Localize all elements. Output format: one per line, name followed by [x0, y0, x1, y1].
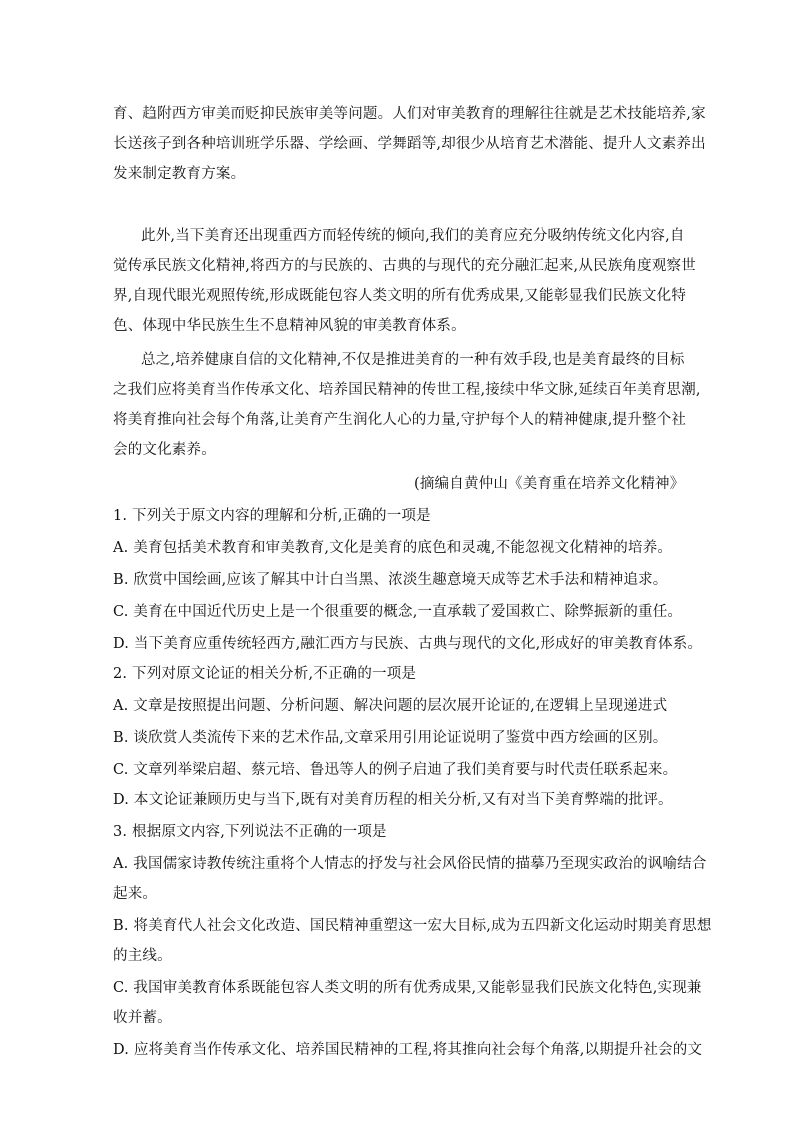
source-citation: (摘编自黄仲山《美育重在培养文化精神》	[414, 476, 685, 492]
paragraph-3-line-4: 会的文化素养。	[113, 442, 216, 458]
paragraph-3-line-1: 总之,培养健康自信的文化精神,不仅是推进美育的一种有效手段,也是美育最终的目标	[141, 352, 685, 368]
question-2-option-b: B. 谈欣赏人类流传下来的艺术作品,文章采用引用论证说明了鉴赏中西方绘画的区别。	[113, 730, 668, 746]
paragraph-2-line-2: 觉传承民族文化精神,将西方的与民族的、古典的与现代的充分融汇起来,从民族角度观察世	[113, 258, 696, 274]
paragraph-1-line-2: 长送孩子到各种培训班学乐器、学绘画、学舞蹈等,却很少从培育艺术潜能、提升人文素养出	[113, 136, 706, 152]
question-3-option-a-line-2: 起来。	[113, 886, 158, 902]
question-1-option-a: A. 美育包括美术教育和审美教育,文化是美育的底色和灵魂,不能忽视文化精神的培养。	[113, 540, 673, 556]
question-2-option-a: A. 文章是按照提出问题、分析问题、解决问题的层次展开论证的,在逻辑上呈现递进式	[113, 698, 668, 714]
question-1-option-c: C. 美育在中国近代历史上是一个很重要的概念,一直承载了爱国救亡、除弊振新的重任。	[113, 604, 683, 620]
paragraph-3-line-3: 将美育推向社会每个角落,让美育产生润化人心的力量,守护每个人的精神健康,提升整个社	[113, 412, 687, 428]
paragraph-3-line-2: 之我们应将美育当作传承文化、培养国民精神的传世工程,接续中华文脉,延续百年美育思潮,	[113, 382, 701, 398]
paragraph-1-line-3: 发来制定教育方案。	[113, 166, 246, 182]
paragraph-2-line-1: 此外,当下美育还出现重西方而轻传统的倾向,我们的美育应充分吸纳传统文化内容,自	[141, 228, 685, 244]
paragraph-1-line-1: 育、趋附西方审美而贬抑民族审美等问题。人们对审美教育的理解往往就是艺术技能培养,家	[113, 106, 706, 122]
question-3-option-b-line-2: 的主线。	[113, 948, 172, 964]
question-2-option-d: D. 本文论证兼顾历史与当下,既有对美育历程的相关分析,又有对当下美育弊端的批评。	[113, 792, 673, 808]
question-2-option-c: C. 文章列举梁启超、蔡元培、鲁迅等人的例子启迪了我们美育要与时代责任联系起来。	[113, 762, 678, 778]
question-3-option-b-line-1: B. 将美育代人社会文化改造、国民精神重塑这一宏大目标,成为五四新文化运动时期美育思想	[113, 918, 712, 934]
question-1-option-d: D. 当下美育应重传统轻西方,融汇西方与民族、古典与现代的文化,形成好的审美教育体系。	[113, 636, 703, 652]
paragraph-2-line-3: 界,自现代眼光观照传统,形成既能包容人类文明的所有优秀成果,又能彰显我们民族文化特	[113, 288, 687, 304]
question-1-option-b: B. 欣赏中国绘画,应该了解其中计白当黑、浓淡生趣意境天成等艺术手法和精神追求。	[113, 572, 668, 588]
question-3-option-a-line-1: A. 我国儒家诗教传统注重将个人情志的抒发与社会风俗民情的描摹乃至现实政治的讽喻结合	[113, 856, 707, 872]
paragraph-2-line-4: 色、体现中华民族生生不息精神风貌的审美教育体系。	[113, 318, 466, 334]
question-3-option-c-line-1: C. 我国审美教育体系既能包容人类文明的所有优秀成果,又能彰显我们民族文化特色,实现兼	[113, 980, 702, 996]
question-3-stem: 3. 根据原文内容,下列说法不正确的一项是	[113, 824, 387, 840]
question-2-stem: 2. 下列对原文论证的相关分析,不正确的一项是	[113, 666, 417, 682]
question-3-option-d-line-1: D. 应将美育当作传承文化、培养国民精神的工程,将其推向社会每个角落,以期提升社会的文	[113, 1042, 703, 1058]
question-3-option-c-line-2: 收并蓄。	[113, 1010, 172, 1026]
question-1-stem: 1. 下列关于原文内容的理解和分析,正确的一项是	[113, 508, 431, 524]
